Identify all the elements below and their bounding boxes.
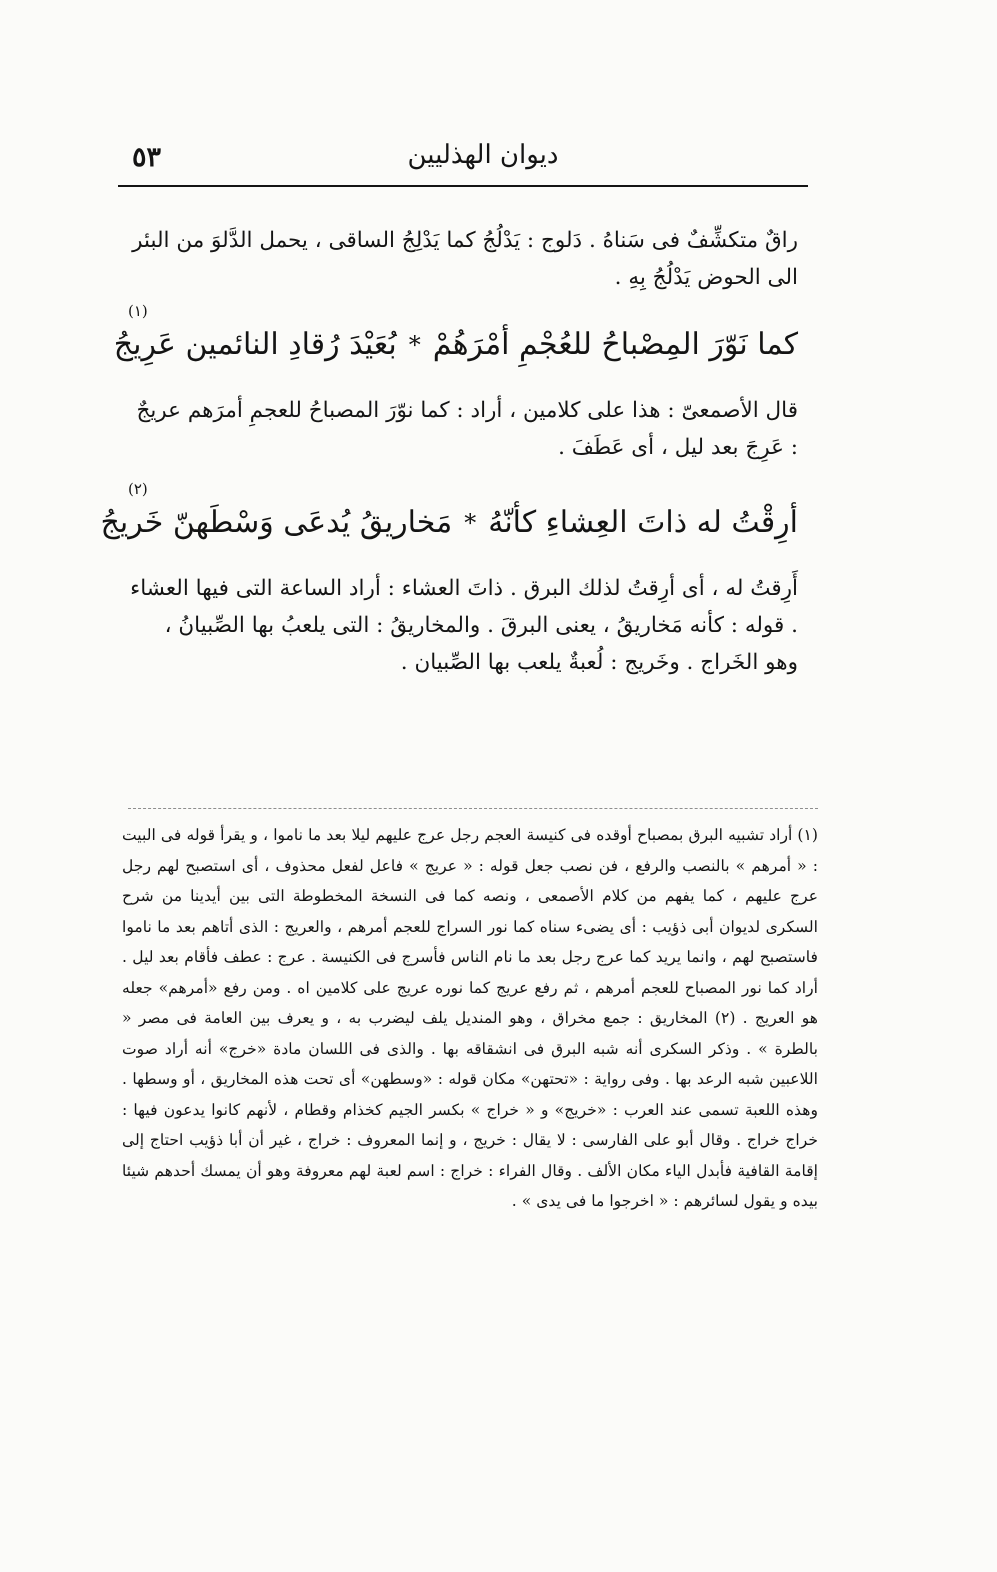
footnotes: (١) أراد تشبيه البرق بمصباح أوقده فى كنيسة العجم رجل عرج عليهم ليلا بعد ما ناموا ، و يقرأ قوله فى البيت : « أمرهم » بالنصب والرفع ، فن نصب جعل قوله : « عريج » فاعل لفعل محذوف ، أى استصبح لهم رجل عرج عليهم ، كما يفهم من كلام الأصمعى ، ونصه كما فى النسخة المخطوطة التى بين أيدينا من شرح السكرى لديوان أبى ذؤيب : أى يضىء سناه كما نور السراج للعجم أمرهم ، والعريج : الذى أتاهم بعد ما ناموا فاستصبح لهم ، وانما يريد كما عرج رجل بعد ما نام الناس فأسرج فى الكنيسة . عرج : عطف فأقام بعد ليل . أراد كما نور المصباح للعجم أمرهم ، ثم رفع عريج كما نوره عريج على كلامين اه . ومن رفع «أمرهم» جعله هو العريج . (٢) المخاريق : جمع مخراق ، وهو المنديل يلف ليضرب به ، و يعرف بين العامة فى مصر « بالطرة » . وذكر السكرى أنه شبه البرق فى انشقاقه بها . والذى فى اللسان مادة «خرج» أنه أراد صوت اللاعبين شبه الرعد بها . وفى رواية : «تحتهن» مكان قوله : «وسطهن» أى تحت هذه المخاريق ، أو وسطها . وهذه اللعبة تسمى عند العرب : «خريج» و « خراج » بكسر الجيم كخذام وقطام ، لأنهم كانوا يدعون فيها : خراج خراج . وقال أبو على الفارسى : لا يقال : خريج ، و إنما المعروف : خراج ، غير أن أبا ذؤيب احتاج إلى إقامة القافية فأبدل الياء مكان الألف . وقال الفراء : خراج : اسم لعبة لهم معروفة وهو أن يمسك أحدهم شيئا بيده و يقول لسائرهم : « اخرجوا ما فى يدى » . (122, 826, 818, 1210)
running-title: ديوان الهذليين (407, 140, 559, 170)
header-rule (118, 185, 808, 187)
page-number: ٥٣ (132, 142, 162, 173)
commentary-paragraph-2: قال الأصمعىّ : هذا على كلامين ، أراد : كما نوّرَ المصباحُ للعجمِ أمرَهم عريجٌ : عَرِجَ بعد ليل ، أى عَطَفَ . (136, 398, 798, 460)
verse-1-second-hemistich: بُعَيْدَ رُقادِ النائمين عَرِيجُ (113, 327, 397, 362)
footnote-separator (128, 808, 818, 809)
verse-1-first-hemistich: كما نَوّرَ المِصْباحُ للعُجْمِ أمْرَهُمْ (432, 327, 798, 362)
commentary-paragraph-3: أَرِقتُ له ، أى أرِقتُ لذلك البرق . ذاتَ العشاء : أراد الساعة التى فيها العشاء . قوله : كأنه مَخاريقُ ، يعنى البرقَ . والمخاريقُ : التى يلعبُ بها الصِّبيانُ ، وهو الخَراج . وخَريج : لُعبةٌ يلعب بها الصِّبيان . (130, 576, 798, 675)
verse-separator: * (464, 509, 477, 537)
main-text (100, 222, 798, 681)
verse-separator: * (408, 331, 421, 359)
footnote-marker-1: (١) (128, 302, 148, 320)
verse-2-second-hemistich: مَخاريقُ يُدعَى وَسْطَهنّ خَريجُ (100, 505, 453, 540)
verse-2 (100, 480, 798, 548)
verse-1 (113, 302, 798, 370)
footnote-marker-2: (٢) (128, 480, 148, 498)
page-header (118, 132, 808, 182)
verse-2-first-hemistich: أرِقْتُ له ذاتَ العِشاءِ كأنّهُ (488, 505, 798, 540)
commentary-paragraph-1: راقٌ متكشِّفٌ فى سَناهُ . دَلوج : يَدْلُجُ كما يَدْلِجُ الساقى ، يحمل الدَّلوَ من البئر الى الحوض يَدْلُجُ بِهِ . (132, 228, 798, 290)
